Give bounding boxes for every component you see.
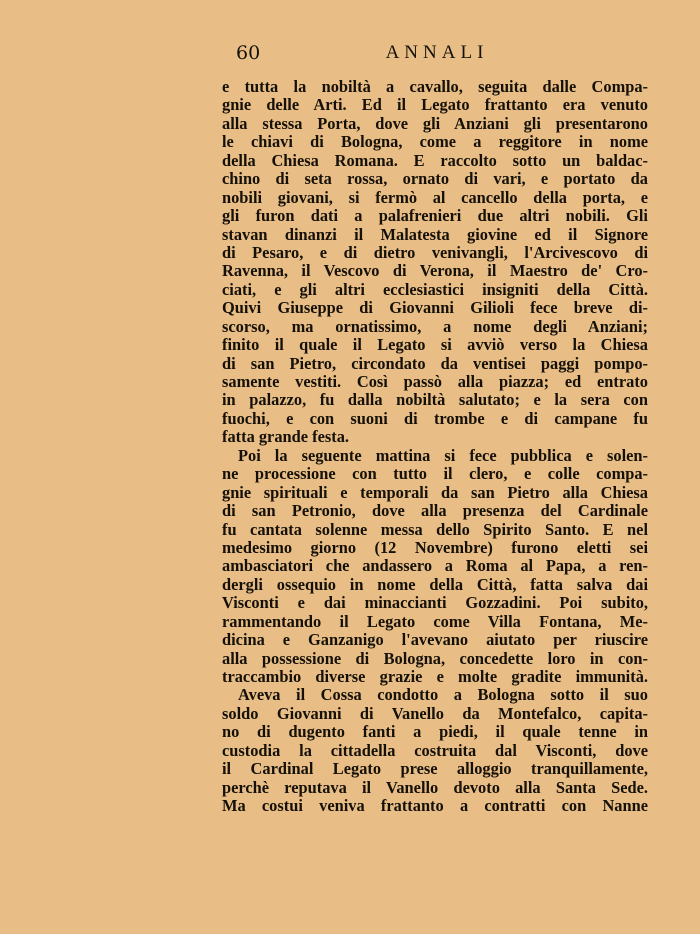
text-line: finito il quale il Legato si avviò verso la Chiesa <box>222 335 648 355</box>
text-line: le chiavi di Bologna, come a reggitore in nome <box>222 132 648 152</box>
text-line: Aveva il Cossa condotto a Bologna sotto il suo <box>238 685 648 705</box>
text-line: della Chiesa Romana. E raccolto sotto un baldac- <box>222 150 648 170</box>
page-number: 60 <box>236 42 261 64</box>
text-line: medesimo giorno (12 Novembre) furono eletti sei <box>222 537 648 557</box>
text-line: ambasciatori che andassero a Roma al Papa, a ren- <box>222 556 648 576</box>
text-line: fuochi, e con suoni di trombe e di campane fu <box>222 408 648 428</box>
text-line: stavan dinanzi il Malatesta giovine ed il Signore <box>222 224 648 244</box>
text-line: gli furon dati a palafrenieri due altri nobili. Gli <box>222 206 648 226</box>
text-line: il Cardinal Legato prese alloggio tranquillamente, <box>222 759 648 779</box>
text-line: nobili giovani, si fermò al cancello della porta, e <box>222 187 648 207</box>
text-line: ciati, e gli altri ecclesiastici insigniti della Città. <box>222 279 648 299</box>
text-line: scorso, ma ornatissimo, a nome degli Anziani; <box>222 316 648 336</box>
text-line: Poi la seguente mattina si fece pubblica e solen- <box>238 445 648 465</box>
text-line: traccambio diverse grazie e molte gradite immunità. <box>222 667 648 686</box>
text-line: custodia la cittadella costruita dal Visconti, dove <box>222 740 648 760</box>
text-line: Ravenna, il Vescovo di Verona, il Maestro de' Cro- <box>222 261 648 281</box>
text-line: fatta grande festa. <box>222 427 349 447</box>
text-line: gnie delle Arti. Ed il Legato frattanto era venuto <box>222 95 648 115</box>
text-line: dergli ossequio in nome della Città, fatta salva dai <box>222 574 648 594</box>
text-line: Visconti e dai minaccianti Gozzadini. Poi subito, <box>222 593 648 613</box>
page-header <box>222 42 652 68</box>
text-line: alla possessione di Bologna, concedette loro in con- <box>222 648 648 668</box>
text-line: ne processione con tutto il clero, e colle compa- <box>222 464 648 484</box>
running-head: ANNALI <box>385 42 489 63</box>
text-line: rammentando il Legato come Villa Fontana, Me- <box>222 611 648 631</box>
text-line: no di dugento fanti a piedi, il quale tenne in <box>222 722 648 742</box>
text-line: di san Petronio, dove alla presenza del Cardinale <box>222 501 648 521</box>
text-line: soldo Giovanni di Vanello da Montefalco, capita- <box>222 703 648 723</box>
text-line: samente vestiti. Così passò alla piazza; ed entrato <box>222 372 648 391</box>
text-line: Ma costui veniva frattanto a contratti con Nanne <box>222 796 648 816</box>
text-line: alla stessa Porta, dove gli Anziani gli presentarono <box>222 113 648 133</box>
text-line: gnie spirituali e temporali da san Pietro alla Chiesa <box>222 482 648 502</box>
text-line: dicina e Ganzanigo l'avevano aiutato per riuscire <box>222 630 648 650</box>
text-line: perchè reputava il Vanello devoto alla Santa Sede. <box>222 777 648 797</box>
text-line: di Pesaro, e di dietro venivangli, l'Arcivescovo di <box>222 242 648 262</box>
text-line: di san Pietro, circondato da ventisei paggi pompo- <box>222 353 648 373</box>
text-line: in palazzo, fu dalla nobiltà salutato; e la sera con <box>222 390 648 410</box>
body-text <box>222 78 648 816</box>
text-line: Quivi Giuseppe di Giovanni Gilioli fece breve di- <box>222 298 648 318</box>
text-line: fu cantata solenne messa dello Spirito Santo. E nel <box>222 519 648 539</box>
text-line: e tutta la nobiltà a cavallo, seguita dalle Compa- <box>222 77 648 96</box>
text-line: chino di seta rossa, ornato di vari, e portato da <box>222 169 648 189</box>
